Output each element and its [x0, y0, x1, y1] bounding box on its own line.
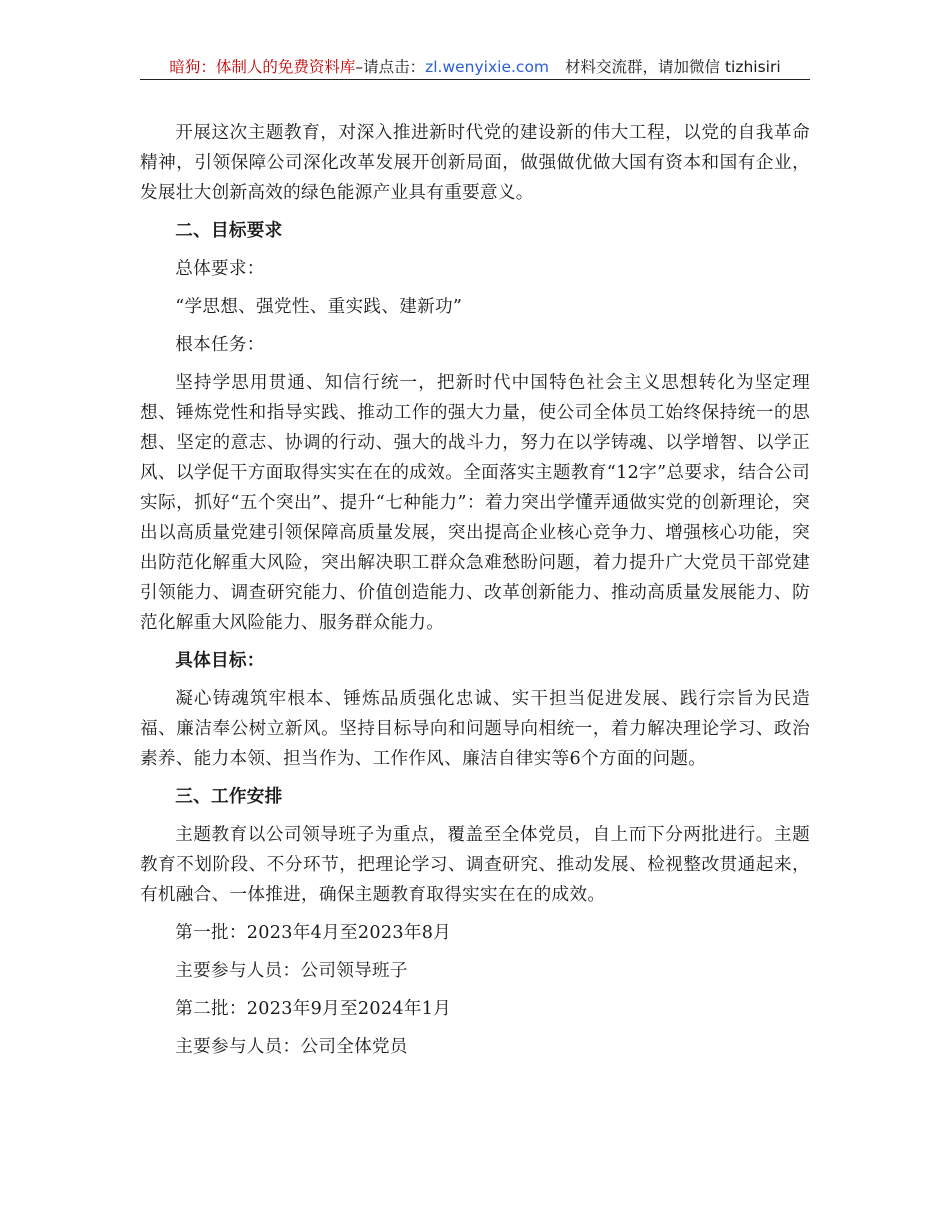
- section-heading: 三、工作安排: [175, 787, 283, 807]
- header-brand: 暗狗：体制人的免费资料库: [169, 58, 356, 76]
- paragraph-goal: 凝心铸魂筑牢根本、锤炼品质强化忠诚、实干担当促进发展、践行宗旨为民造福、廉洁奉公树立新风。坚持目标导向和问题导向相统一，着力解决理论学习、政治素养、能力本领、担当作为、工作作风、廉洁自律实等6个方面的问题。: [140, 689, 810, 769]
- page-header: [140, 56, 810, 78]
- paragraph-quote: “学思想、强党性、重实践、建新功”: [175, 297, 463, 317]
- header-link[interactable]: zl.wenyixie.com: [425, 58, 550, 76]
- paragraph-label: 根本任务：: [175, 335, 265, 355]
- subsection-heading: 具体目标：: [175, 651, 265, 671]
- paragraph-batch-people: 主要参与人员：公司领导班子: [175, 961, 408, 981]
- document-body: [140, 118, 810, 1070]
- header-contact: 材料交流群，请加微信 tizhisiri: [565, 58, 781, 76]
- header-prompt: –请点击：: [355, 58, 426, 76]
- paragraph-batch: 第一批：2023年4月至2023年8月: [175, 923, 452, 943]
- paragraph-arrangement: 主题教育以公司领导班子为重点，覆盖至全体党员，自上而下分两批进行。主题教育不划阶段、不分环节，把理论学习、调查研究、推动发展、检视整改贯通起来，有机融合、一体推进，确保主题教育取得实实在在的成效。: [140, 825, 810, 905]
- paragraph-batch: 第二批：2023年9月至2024年1月: [175, 999, 452, 1019]
- paragraph-label: 总体要求：: [175, 259, 265, 279]
- paragraph-task: 坚持学思用贯通、知信行统一，把新时代中国特色社会主义思想转化为坚定理想、锤炼党性和指导实践、推动工作的强大力量，使公司全体员工始终保持统一的思想、坚定的意志、协调的行动、强大的战斗力，努力在以学铸魂、以学增智、以学正风、以学促干方面取得实实在在的成效。全面落实主题教育“12字”总要求，结合公司实际，抓好“五个突出”、提升“七种能力”：着力突出学懂弄通做实党的创新理论，突出以高质量党建引领保障高质量发展，突出提高企业核心竞争力、增强核心功能，突出防范化解重大风险，突出解决职工群众急难愁盼问题，着力提升广大党员干部党建引领能力、调查研究能力、价值创造能力、改革创新能力、推动高质量发展能力、防范化解重大风险能力、服务群众能力。: [140, 373, 810, 633]
- section-heading: 二、目标要求: [175, 221, 283, 241]
- paragraph-batch-people: 主要参与人员：公司全体党员: [175, 1037, 408, 1057]
- paragraph-intro: 开展这次主题教育，对深入推进新时代党的建设新的伟大工程，以党的自我革命精神，引领保障公司深化改革发展开创新局面，做强做优做大国有资本和国有企业，发展壮大创新高效的绿色能源产业具有重要意义。: [140, 123, 810, 203]
- header-divider: [140, 79, 810, 80]
